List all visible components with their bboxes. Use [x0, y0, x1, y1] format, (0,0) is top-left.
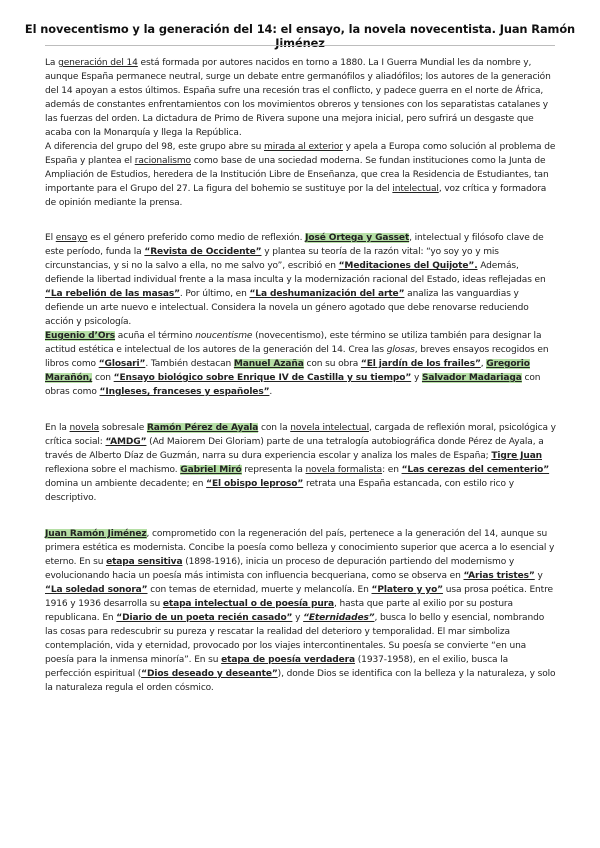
highlighted-author: Gabriel Miró: [180, 465, 242, 475]
work-title: “Arias tristes”: [463, 571, 535, 581]
stage-name: etapa de poesía verdadera: [221, 655, 356, 665]
highlighted-author: José Ortega y Gasset: [305, 233, 410, 243]
title-divider: [45, 45, 555, 46]
underlined-term: racionalismo: [134, 156, 191, 166]
underlined-term: novela formalista: [305, 465, 383, 475]
work-title: “AMDG”: [105, 437, 147, 447]
highlighted-author: Gregorio Marañón,: [45, 359, 530, 383]
document-body: [45, 56, 557, 695]
document-title: El novecentismo y la generación del 14: el ensayo, la novela novecentista. Juan Ramón Jiménez: [24, 22, 576, 50]
work-title: “Dios deseado y deseante”: [141, 669, 278, 679]
highlighted-author: Juan Ramón Jiménez: [45, 529, 147, 539]
paragraph-context: La generación del 14 está formada por autores nacidos en torno a 1880. La I Guerra Mundial les da nombre y, aunque España permanece neutral, surge un debate entre germanófilos y aliadófilos; los autores de la generación del 14 apoyan a estos últimos. España sufre una recesión tras el conflicto, y padece guerra en el norte de África, además de constantes enfrentamientos con los movimientos obreros y tensiones con los separatistas catalanes y las fuerzas del orden. La dictadura de Primo de Rivera supone una mejora inicial, pero sufrirá un desgaste que acaba con la Monarquía y llega la República.: [45, 58, 551, 138]
work-title: “La soledad sonora”: [45, 585, 148, 595]
underlined-term: mirada al exterior: [264, 142, 343, 152]
paragraph-juan-ramon: Juan Ramón Jiménez, comprometido con la regeneración del país, pertenece a la generación del 14, aunque su primera estética es modernista. Concibe la poesía como belleza y conocimiento superior que acerca a lo esencial y eterno. En su etapa sensitiva (1898-1916), inicia un proceso de depuración partiendo del modernismo y evolucionando hacia un poesía más intimista con influencia becqueriana, como se observa en “Arias tristes” y “La soledad sonora” con temas de eternidad, muerte y melancolía. En “Platero y yo” usa prosa poética. Entre 1916 y 1936 desarrolla su etapa intelectual o de poesía pura, hasta que parte al exilio por su postura republicana. En “Diario de un poeta recién casado” y “Eternidades”, busca lo bello y esencial, nombrando las cosas para redescubrir su pureza y rescatar la realidad del deterioro y temporalidad. El mar simboliza contemplación, vida y eternidad, provocado por los viajes intercontinentales. Su poesía se convierte “en una poesía para la inmensa minoría”. En su etapa de poesía verdadera (1937-1958), en el exilio, busca la perfección espiritual (“Dios deseado y deseante”), donde Dios se identifica con la belleza y la naturaleza, y solo la naturaleza regula el orden cósmico.: [45, 529, 556, 693]
work-title: “Meditaciones del Quijote”.: [338, 261, 478, 271]
work-title: “Ensayo biológico sobre Enrique IV de Castilla y su tiempo”: [113, 373, 412, 383]
highlighted-author: Salvador Madariaga: [421, 373, 522, 383]
work-title: “Glosari”: [98, 359, 146, 369]
paragraph-essay-ortega: El ensayo es el género preferido como medio de reflexión. José Ortega y Gasset, intelectual y filósofo clave de este período, funda la “Revista de Occidente” y plantea su teoría de la razón vital: “yo soy yo y mis circunstancias, y si no la salvo a ella, no me salvo yo”, escribió en “Meditaciones del Quijote”. Además, defiende la libertad individual frente a la masa inculta y la modernización racional del Estado, ideas reflejadas en “La rebelión de las masas”. Por último, en “La deshumanización del arte” analiza las vanguardias y defiende un arte nuevo e intelectual. Considera la novela un género agotado que debe renovarse reduciendo acción y psicología.: [45, 233, 546, 327]
work-title: “Diario de un poeta recién casado”: [116, 613, 293, 623]
work-title: Tigre Juan: [491, 451, 543, 461]
work-title: “Eternidades”: [303, 613, 375, 623]
stage-name: etapa intelectual o de poesía pura: [162, 599, 334, 609]
work-title: “Platero y yo”: [371, 585, 444, 595]
highlighted-author: Ramón Pérez de Ayala: [146, 423, 259, 433]
work-title: “El obispo leproso”: [206, 479, 304, 489]
underlined-term: generación del 14: [58, 58, 138, 68]
work-title: “Las cerezas del cementerio”: [401, 465, 550, 475]
work-title: “El jardín de los frailes”: [360, 359, 481, 369]
work-title: “Revista de Occidente”: [144, 247, 262, 257]
underlined-term: intelectual: [392, 184, 439, 194]
work-title: “La rebelión de las masas”: [45, 289, 180, 299]
underlined-term: novela intelectual: [290, 423, 369, 433]
paragraph-europe: A diferencia del grupo del 98, este grupo abre su mirada al exterior y apela a Europa como solución al problema de España y plantea el racionalismo como base de una sociedad moderna. Se fundan instituciones como la Junta de Ampliación de Estudios, heredera de la Institución Libre de Enseñanza, que crea la Residencia de Estudiantes, tan importante para el Grupo del 27. La figura del bohemio se sustituye por la del intelectual, voz crítica y formadora de opinión mediante la prensa.: [45, 142, 556, 208]
underlined-term: novela: [69, 423, 100, 433]
work-title: “Ingleses, franceses y españoles”: [99, 387, 270, 397]
stage-name: etapa sensitiva: [106, 557, 183, 567]
underlined-term: ensayo: [55, 233, 88, 243]
paragraph-essay-others: Eugenio d’Ors acuña el término noucentisme (novecentismo), este término se utiliza también para designar la actitud estética e intelectual de los autores de la generación del 14. Crea las glosas, breves ensayos recogidos en libros como “Glosari”. También destacan Manuel Azaña con su obra “El jardín de los frailes”, Gregorio Marañón, con “Ensayo biológico sobre Enrique IV de Castilla y su tiempo” y Salvador Madariaga con obras como “Ingleses, franceses y españoles”.: [45, 331, 549, 397]
paragraph-novel: En la novela sobresale Ramón Pérez de Ayala con la novela intelectual, cargada de reflexión moral, psicológica y crítica social: “AMDG” (Ad Maiorem Dei Gloriam) parte de una tetralogía autobiográfica donde Pérez de Ayala, a través de Alberto Díaz de Guzmán, narra su dura experiencia escolar y analiza los males de España; Tigre Juan reflexiona sobre el machismo. Gabriel Miró representa la novela formalista: en “Las cerezas del cementerio” domina un ambiente decadente; en “El obispo leproso” retrata una España estancada, con estilo rico y descriptivo.: [45, 423, 556, 503]
work-title: “La deshumanización del arte”: [249, 289, 405, 299]
highlighted-author: Manuel Azaña: [233, 359, 304, 369]
highlighted-author: Eugenio d’Ors: [45, 331, 116, 341]
